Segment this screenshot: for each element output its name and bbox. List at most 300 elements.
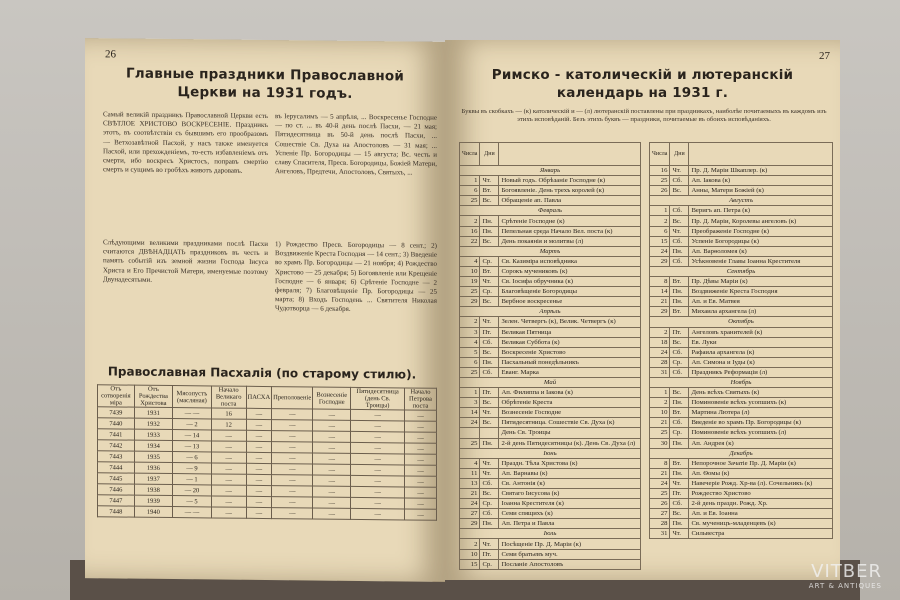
feast-cell: Рафаила архангела (к) [689,347,833,357]
paragraph-easter-cont: въ Іерусалимъ — 5 апрѣля, ... Воскресенье Господне — по ст. ... въ 40-й день послѣ Пасхи, — 21 мая; Пятидесятница въ 50-й день послѣ Пасхи, ... Сошествіе Св. Духа на Апостоловъ — 31 мая; ... Успеніе Пр. Богородицы — 15 августа; Вс. честь и славу Спасителя, Пресв. Богородицы, Божіей Матери, Ангеловъ, Предтечи, Апостоловъ, Святыхъ, ... [275,112,437,177]
calendar-row [460,176,641,186]
feast-cell: Воздвиженіе Креста Господня [689,287,833,297]
table-cell: — 14 [173,430,212,441]
date-cell: 25 [650,489,670,499]
calendar-row [460,418,641,428]
feast-cell: Ев. Луки [689,337,833,347]
calendar-row [650,478,833,488]
table-cell: 7448 [98,506,135,517]
feast-cell: Ап. Симона и Іуды (к) [689,357,833,367]
header-dates: Числа [460,143,480,166]
calendar-row [460,347,641,357]
weekday-cell: Пт. [670,327,689,337]
feast-cell: Пасхальный понедѣльникъ [499,357,641,367]
feast-cell: Веригъ ап. Петра (к) [689,206,833,216]
weekday-cell: Сб. [480,478,499,488]
calendar-row [650,458,833,468]
weekday-cell: Вт. [480,266,499,276]
calendar-row [460,458,641,468]
table-cell: — [211,441,246,452]
date-cell: 6 [460,357,480,367]
date-cell: 5 [460,347,480,357]
date-cell: 22 [460,236,480,246]
calendar-row [650,529,833,539]
table-cell: — [211,507,246,518]
feast-cell: Еванг. Марка [499,367,641,377]
calendar-row [650,226,833,236]
left-page [85,38,445,582]
table-cell: — [246,452,272,463]
paragraph-feast-list: 1) Рождество Пресв. Богородицы — 8 сент.; 2) Воздвиженіе Креста Господня — 14 сент.; 3) Введеніе во храмъ Пр. Богородицы — 21 ноября; 4) Рождество Христово — 25 декабря; 5) Богоявленіе или Крещеніе Господне — 6 января; 6) Срѣтеніе Господне — 2 февраля; 7) Благовѣщеніе Пр. Богородицы — 25 марта; 8) Входъ Господень ... Святителя Николая Чудотворца — 6 декабря. [275,240,437,314]
date-cell: 21 [650,418,670,428]
date-cell: 14 [460,408,480,418]
table-cell: — [351,475,405,487]
feast-cell: Семи братьевъ муч. [499,549,641,559]
calendar-row [460,478,641,488]
weekday-cell: Пн. [670,297,689,307]
month-heading: Октябрь [650,317,833,327]
table-cell: 1931 [134,407,172,418]
month-heading-row [650,317,833,327]
table-cell: 7444 [98,462,135,473]
table-cell: — [404,421,436,432]
weekday-cell: Сб. [480,337,499,347]
table-cell: — [272,431,313,442]
paschalia-header: ПАСХА [246,386,272,408]
calendar-row [650,307,833,317]
date-cell [460,428,480,438]
date-cell: 8 [650,277,670,287]
feast-cell: Сорокъ мучениковъ (к) [499,266,641,276]
table-cell: — [313,442,351,453]
table-cell: — [351,420,405,432]
table-cell: — [272,409,313,420]
feast-cell: Анны, Матери Божіей (к) [689,186,833,196]
feast-cell: Пр. Д. Маріи, Королевы ангеловъ (к) [689,216,833,226]
feast-cell: Ангеловъ хранителей (к) [689,327,833,337]
calendar-row [460,337,641,347]
header-days: Дни [670,143,689,166]
month-heading: Сентябрь [650,266,833,276]
month-heading-row [650,266,833,276]
table-cell: — [211,485,246,496]
header-feast [689,143,833,166]
weekday-cell: Сб. [670,256,689,266]
weekday-cell: Ср. [670,428,689,438]
weekday-cell: Вс. [670,186,689,196]
table-cell: — [313,453,351,464]
table-cell: — [272,420,313,431]
weekday-cell: Ср. [480,256,499,266]
feast-cell: Воскресеніе Христово [499,347,641,357]
weekday-cell: Вс. [480,297,499,307]
date-cell: 21 [650,468,670,478]
date-cell: 25 [460,438,480,448]
weekday-cell: Пн. [480,519,499,529]
table-row [98,506,437,521]
paschalia-header: Вознесеніе Господне [313,387,351,409]
weekday-cell: Сб. [480,509,499,519]
date-cell: 4 [460,337,480,347]
table-cell: — [313,464,351,475]
weekday-cell: Вс. [670,337,689,347]
paschalia-header: Мясопустъ (масляная) [173,386,212,408]
month-heading: Іюнь [460,448,641,458]
feast-cell: Обрѣтеніе Креста [499,398,641,408]
table-cell: — [211,496,246,507]
feast-cell: День всѣхъ Святыхъ (к) [689,388,833,398]
date-cell: 2 [650,398,670,408]
calendar-row [650,357,833,367]
calendar-row [650,408,833,418]
weekday-cell: Вс. [480,398,499,408]
month-heading-row [460,206,641,216]
table-cell: — [211,452,246,463]
feast-cell: Вербное воскресенье [499,297,641,307]
date-cell: 25 [460,196,480,206]
weekday-cell: Чт. [480,176,499,186]
date-cell: 16 [460,226,480,236]
table-cell: 7447 [98,495,135,506]
date-cell: 24 [460,418,480,428]
table-cell: — [351,453,405,465]
left-page-title: Главные праздники Православной Церкви на 1931 годъ. [126,65,404,102]
calendar-row [460,297,641,307]
table-cell: — [404,454,436,465]
date-cell: 28 [650,357,670,367]
table-cell: 7446 [98,484,135,495]
calendar-row [460,186,641,196]
table-cell: — — [173,507,212,518]
table-cell: — [313,420,351,431]
calendar-row [650,246,833,256]
table-cell: — [351,464,405,476]
date-cell: 31 [650,529,670,539]
table-cell: 1938 [134,484,172,495]
weekday-cell: Вт. [480,186,499,196]
feast-cell: Св. мученицъ-младенцевъ (к) [689,519,833,529]
table-cell: — [272,497,313,508]
table-cell: — [211,474,246,485]
calendar-row [460,499,641,509]
date-cell: 25 [460,367,480,377]
table-cell: 7440 [98,418,135,429]
weekday-cell: Вт. [670,277,689,287]
table-cell: — 1 [173,474,212,485]
right-page-title: Римско - католическій и лютеранскій календарь на 1931 г. [491,67,794,101]
table-cell: — 6 [173,452,212,463]
feast-cell: Сильвестра [689,529,833,539]
feast-cell: Богоявленіе. День трехъ королей (к) [499,186,641,196]
weekday-cell: Чт. [480,539,499,549]
calendar-row [460,438,641,448]
feast-cell: День покаянія и молитвы (л) [499,236,641,246]
feast-cell: Зелен. Четвергъ (к), Велик. Четвергъ (к) [499,317,641,327]
table-cell: — [404,432,436,443]
paschalia-table [97,384,437,521]
date-cell: 26 [650,186,670,196]
feast-cell: Ап. и Ев. Іоанна [689,509,833,519]
month-heading: Январь [460,166,641,176]
table-cell: — [272,442,313,453]
month-heading-row [460,529,641,539]
feast-cell: Пепельная среда Начало Вел. поста (к) [499,226,641,236]
table-cell: 1937 [134,473,172,484]
calendar-row [650,398,833,408]
feast-cell: Ап. и Ев. Матвея [689,297,833,307]
date-cell: 19 [460,277,480,287]
date-cell: 29 [650,256,670,266]
calendar-row [460,357,641,367]
table-cell: — [246,485,272,496]
weekday-cell: Сб. [670,347,689,357]
paschalia-header: Отъ сотворенія міра [98,385,135,407]
weekday-cell: Чт. [480,277,499,287]
table-cell: — 13 [173,441,212,452]
weekday-cell: Пн. [480,438,499,448]
feast-cell: Успеніе Богородицы (к) [689,236,833,246]
table-cell: — [246,408,272,419]
table-cell: 16 [211,408,246,419]
feast-cell: Усѣкновеніе Главы Іоанна Крестителя [689,256,833,266]
feast-cell: Введеніе во храмъ Пр. Богородицы (к) [689,418,833,428]
feast-cell: Пятидесятница. Сошествіе Св. Духа (к) [499,418,641,428]
calendar-row [650,418,833,428]
weekday-cell: Сб. [670,236,689,246]
page-number-left: 26 [105,48,116,61]
calendar-column-2 [649,142,833,539]
feast-cell: 2-й день праздн. Рожд. Хр. [689,499,833,509]
table-cell: — [272,453,313,464]
weekday-cell: Чт. [670,226,689,236]
table-cell: — [211,430,246,441]
date-cell: 24 [650,478,670,488]
feast-cell: 2-й день Пятидесятницы (к). День Св. Духа (л) [499,438,641,448]
date-cell: 25 [460,287,480,297]
date-cell: 11 [460,468,480,478]
date-cell: 14 [650,287,670,297]
weekday-cell: Пн. [670,398,689,408]
date-cell: 29 [460,297,480,307]
weekday-cell: Ср. [480,499,499,509]
table-cell: 7443 [98,451,135,462]
table-cell: — [404,476,436,487]
table-cell: 1940 [134,506,172,517]
date-cell: 3 [460,327,480,337]
weekday-cell: Ср. [480,287,499,297]
calendar-row [650,509,833,519]
feast-cell: Ап. Филиппа и Іакова (к) [499,388,641,398]
header-dates: Числа [650,143,670,166]
table-cell: — [351,497,405,509]
month-heading: Декабрь [650,448,833,458]
table-cell: — [351,409,405,421]
paschalia-header: Начало Великаго поста [211,386,246,408]
weekday-cell: Пн. [480,216,499,226]
feast-cell: Срѣтеніе Господне (к) [499,216,641,226]
calendar-row [460,236,641,246]
feast-cell: Поминовеніе всѣхъ усопшихъ (л) [689,428,833,438]
date-cell: 1 [650,388,670,398]
feast-cell: Ап. Андрея (к) [689,438,833,448]
table-cell: — [246,463,272,474]
table-cell: 1933 [134,429,172,440]
weekday-cell: Вт. [670,408,689,418]
watermark-text: VITBER [811,561,882,582]
date-cell: 24 [460,499,480,509]
feast-cell: Благовѣщеніе Богородицы [499,287,641,297]
table-cell: 1935 [134,451,172,462]
calendar-row [650,297,833,307]
date-cell: 29 [460,519,480,529]
weekday-cell: Ср. [670,357,689,367]
weekday-cell: Вс. [670,216,689,226]
calendar-row [650,216,833,226]
table-cell: — [272,464,313,475]
month-heading: Августъ [650,196,833,206]
date-cell: 16 [650,166,670,176]
table-cell: — [246,496,272,507]
feast-cell: День Св. Троицы [499,428,641,438]
weekday-cell: Чт. [670,478,689,488]
paschalia-header: Пятидесятница (день Св. Троицы) [351,387,405,410]
table-cell: — [272,475,313,486]
month-heading-row [460,246,641,256]
header-feast [499,143,641,166]
feast-cell: Ап. Петра и Павла [499,519,641,529]
weekday-cell: Пт. [480,549,499,559]
right-page [445,40,840,580]
calendar-row [460,388,641,398]
date-cell: 2 [460,216,480,226]
weekday-cell: Пн. [670,287,689,297]
feast-cell: Семи спящихъ (к) [499,509,641,519]
date-cell: 21 [650,297,670,307]
weekday-cell: Вс. [480,196,499,206]
weekday-cell: Вс. [480,489,499,499]
date-cell: 2 [650,327,670,337]
weekday-cell: Пн. [480,226,499,236]
month-heading-row [650,377,833,387]
feast-cell: Преображеніе Господне (к) [689,226,833,236]
calendar-row [460,509,641,519]
table-cell: — [246,441,272,452]
weekday-cell: Сб. [670,418,689,428]
table-cell: — [404,498,436,509]
calendar-row [650,256,833,266]
date-cell: 24 [650,347,670,357]
month-heading: Іюль [460,529,641,539]
calendar-row [460,287,641,297]
feast-cell: Св. Казиміра исповѣдника [499,256,641,266]
date-cell: 3 [460,398,480,408]
feast-cell: Великая Суббота (к) [499,337,641,347]
calendar-row [460,327,641,337]
calendar-row [650,277,833,287]
date-cell: 10 [460,266,480,276]
table-cell: 12 [211,419,246,430]
calendar-row [650,519,833,529]
date-cell: 10 [650,408,670,418]
feast-cell: Навечеріе Рожд. Хр-ва (л). Сочельникъ (к) [689,478,833,488]
header-days: Дни [480,143,499,166]
weekday-cell: Пн. [670,519,689,529]
table-cell: 1939 [134,495,172,506]
date-cell: 27 [650,509,670,519]
calendar-row [460,367,641,377]
table-cell: 7442 [98,440,135,451]
table-cell: — [351,508,405,520]
weekday-cell: Чт. [670,529,689,539]
feast-cell: Св. Іосифа обручника (к) [499,277,641,287]
calendar-row [650,468,833,478]
month-heading: Ноябрь [650,377,833,387]
weekday-cell: Вс. [670,509,689,519]
table-cell: — [211,463,246,474]
watermark-logo [809,561,882,590]
calendar-row [650,347,833,357]
weekday-cell: Пн. [670,468,689,478]
date-cell: 15 [650,236,670,246]
calendar-row [650,327,833,337]
month-heading-row [650,196,833,206]
feast-cell: Пр. Д. Маріи Шкаплер. (к) [689,166,833,176]
date-cell: 4 [460,256,480,266]
feast-cell: Посланіе Апостоловъ [499,559,641,569]
weekday-cell: Вс. [480,236,499,246]
calendar-row [460,196,641,206]
weekday-cell: Пт. [670,489,689,499]
weekday-cell: Чт. [480,468,499,478]
feast-cell: Ап. Іакова (к) [689,176,833,186]
date-cell: 26 [650,499,670,509]
table-cell: — [351,486,405,498]
date-cell: 2 [460,317,480,327]
calendar-row [460,317,641,327]
weekday-cell: Пн. [480,357,499,367]
weekday-cell: Пт. [480,327,499,337]
table-cell: 1936 [134,462,172,473]
date-cell: 18 [650,337,670,347]
date-cell: 15 [460,559,480,569]
feast-cell: Ап. Варѳоломея (к) [689,246,833,256]
date-cell: 25 [650,428,670,438]
calendar-row [460,428,641,438]
feast-cell: Непорочное Зачатіе Пр. Д. Маріи (к) [689,458,833,468]
date-cell: 6 [460,186,480,196]
feast-cell: Вознесеніе Господне [499,408,641,418]
table-cell: — [313,508,351,519]
table-cell: — [404,487,436,498]
date-cell: 29 [650,307,670,317]
date-cell: 13 [460,478,480,488]
table-cell: — [246,474,272,485]
table-cell: — [272,486,313,497]
month-heading-row [460,307,641,317]
weekday-cell: Сб. [670,499,689,509]
weekday-cell: Чт. [670,166,689,176]
table-cell: — [246,419,272,430]
feast-cell: Ап. Варнавы (к) [499,468,641,478]
date-cell: 1 [460,176,480,186]
weekday-cell: Вс. [670,388,689,398]
table-cell: — [272,508,313,519]
calendar-row [650,236,833,246]
date-cell: 1 [460,388,480,398]
date-cell: 25 [650,176,670,186]
table-cell: 7445 [98,473,135,484]
paragraph-easter: Самый великій праздникъ Православной Церкви есть СВѢТЛОЕ ХРИСТОВО ВОСКРЕСЕНІЕ. Праздникъ этотъ, въ соотвѣтствіи съ бывшимъ его прообразомъ — Ветхозавѣтной Пасхой, у насъ также именуется Пасхой, или прехожденіемъ, то-есть избавленіемъ отъ смерти, ибо воскресъ Христосъ, поправъ смертію смерть и сущимъ во гробѣхъ животъ даровавъ. [103,110,268,175]
